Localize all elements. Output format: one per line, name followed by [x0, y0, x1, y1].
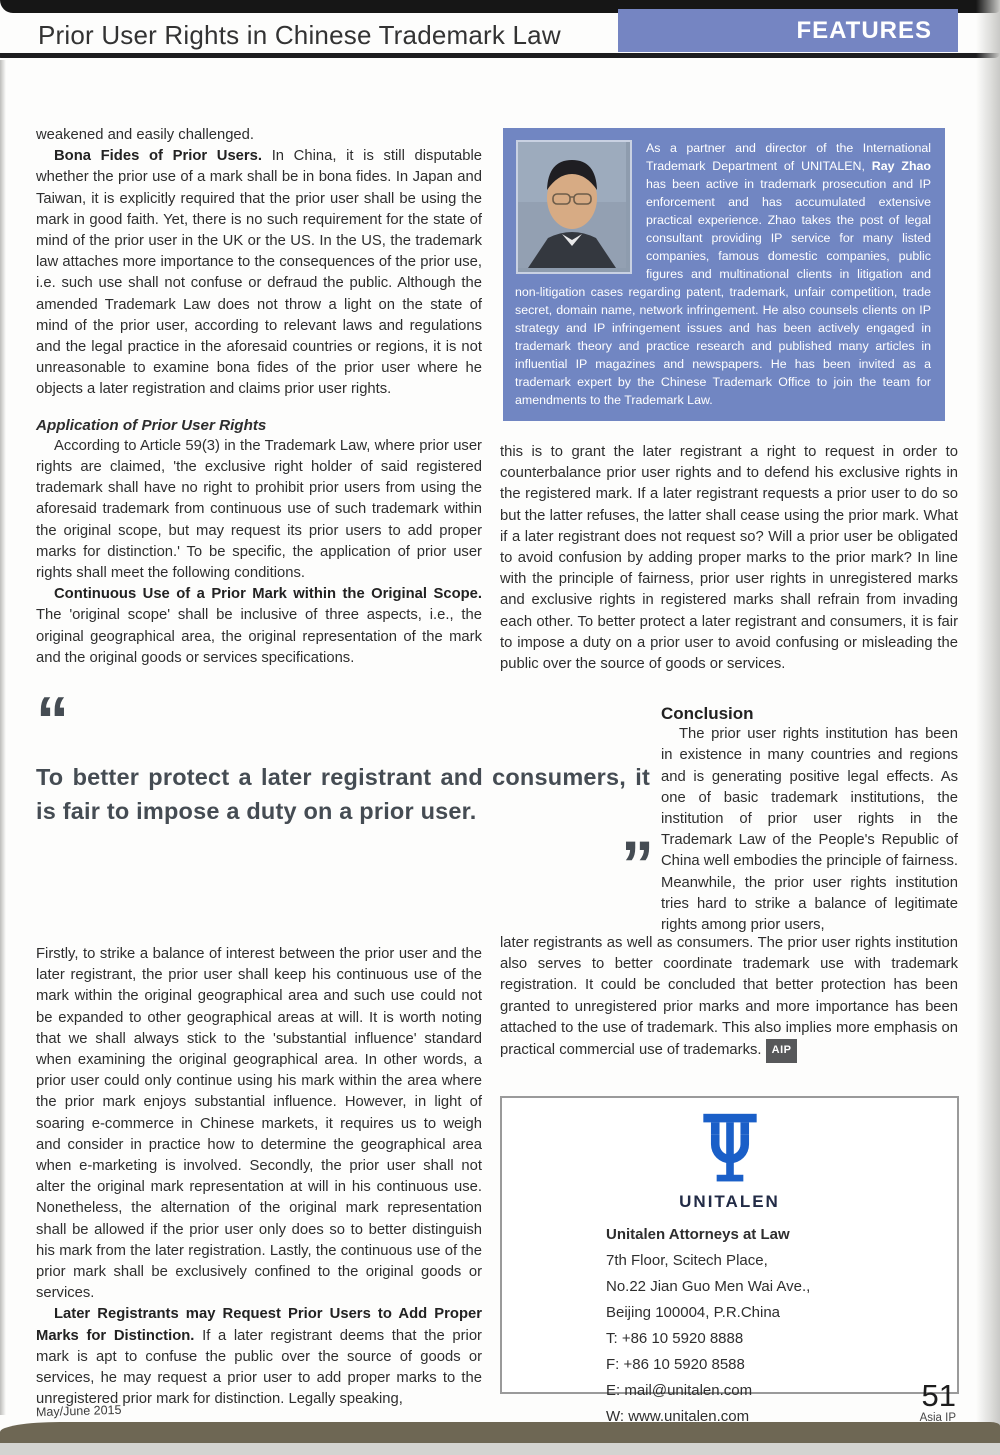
- header-divider-line: [0, 53, 1000, 58]
- author-name: Ray Zhao: [871, 159, 931, 173]
- features-label: FEATURES: [796, 16, 932, 44]
- bio-text-after: has been active in trademark prosecution and IP enforcement and has accumulated extensive practical experience. Zhao takes the post of legal consultant providing IP service for many listed companies, famous domestic companies, public figures and multinational clients in litigation and non-litigation cases regarding patent, trademark, unfair competition, trade secret, domain name, network infringement. He also counsels clients on IP strategy and IP infringement issues and has been actively engaged in trademark theory and practice research and published many articles in influential IP magazines and newspapers. He has been invited as a trademark expert by the Chinese Trademark Office to join the team for amendments to the Trademark Law.: [515, 177, 931, 407]
- bio-text-before: As a partner and director of the International Trademark Department of UNITALEN,: [646, 141, 931, 173]
- author-photo: [516, 140, 632, 274]
- conclusion-section: [661, 703, 958, 936]
- paragraph-continuation: weakened and easily challenged.: [36, 127, 255, 143]
- paragraph-continuous-use: Continuous Use of a Prior Mark within the Original Scope. The 'original scope' shall be inclusive of three aspects, i.e., the original geographical area, the original representation of the mark and the original goods or services specifications.: [36, 586, 482, 666]
- aip-end-badge: AIP: [766, 1039, 798, 1063]
- unitalen-wordmark: UNITALEN: [679, 1192, 780, 1211]
- right-column-top: [500, 442, 958, 675]
- pull-quote-text: To better protect a later registrant and consumers, it is fair to impose a duty on a prior user.: [36, 764, 650, 824]
- paragraph-later-registrants: Later Registrants may Request Prior Users to Add Proper Marks for Distinction. If a later registrant deems that the prior mark is apt to confuse the public over the source of goods or services, he may request a prior user to add proper marks to the unregistered prior mark for distinction. Legally speaking,: [36, 1306, 482, 1408]
- author-bio-box: [503, 128, 945, 421]
- magazine-brand: Asia IP: [919, 1412, 956, 1424]
- paragraph-application: According to Article 59(3) in the Trademark Law, where prior user rights are claimed, 'the exclusive right holder of said registered trademark shall have no right to prohibit prior users from using the aforesaid trademark from continuous use of such trademark within the original scope, but may request its prior users to add proper marks for distinction.' To be specific, the application of prior user rights shall meet the following conditions.: [36, 437, 482, 582]
- left-column-top: [36, 125, 482, 669]
- page-title: Prior User Rights in Chinese Trademark Law: [38, 20, 561, 50]
- conclusion-continuation: [500, 933, 958, 1063]
- paragraph-bona-fides: Bona Fides of Prior Users. In China, it is still disputable whether the prior use of a mark shall be in bona fides. In Japan and Taiwan, it is explicitly required that the prior user shall be using the mark in good faith. Yet, there is no such requirement for the state of mind of the prior user in the UK or the US. In the US, the trademark law attaches more importance to the consequences of the prior use, i.e. such use shall not confuse or defraud the public. Although the amended Trademark Law does not throw a light on the state of mind of the prior user, according to relevant laws and regulations and the legal practice in the aforesaid countries or regions, it is not unreasonable to examine bona fides of the prior user where he objects a later registration and claims prior user rights.: [36, 148, 482, 398]
- bottom-grey-strip: [0, 1443, 1000, 1455]
- later-registrants-lead: Later Registrants may Request Prior Users to Add Proper Marks for Distinction.: [36, 1306, 482, 1344]
- conclusion-paragraph-narrow: The prior user rights institution has been in existence in many countries and regions and is generating positive legal effects. As one of basic trademark institutions, the institution of prior user rights in the Trademark Law of the People's Republic of China well embodies the principle of fairness. Meanwhile, the prior user rights institution tries hard to strike a balance of legitimate rights among prior users,: [661, 726, 958, 934]
- open-quote-icon: “: [36, 683, 65, 757]
- address-line-3: Beijing 100004, P.R.China: [606, 1304, 781, 1321]
- close-quote-icon: ”: [621, 827, 650, 901]
- fax-line: F: +86 10 5920 8588: [606, 1356, 745, 1373]
- features-banner: [618, 9, 958, 52]
- conclusion-paragraph-wide: later registrants as well as consumers. The prior user rights institution also serves to better coordinate trademark use with trademark registration. It could be concluded that better protection has been granted to unregistered prior marks and more importance has been attached to the use of trademark. This also implies more emphasis on practical commercial use of trademarks. AIP: [500, 933, 958, 1063]
- footer-issue-date: May/June 2015: [35, 1402, 122, 1420]
- website-line: W: www.unitalen.com: [606, 1408, 750, 1425]
- author-portrait-icon: [518, 142, 626, 268]
- unitalen-contact-details: [606, 1222, 957, 1430]
- page-number: 51: [921, 1378, 956, 1413]
- address-line-2: No.22 Jian Guo Men Wai Ave.,: [606, 1278, 811, 1295]
- phone-line: T: +86 10 5920 8888: [606, 1330, 744, 1347]
- bona-fides-lead: Bona Fides of Prior Users.: [54, 148, 263, 165]
- conclusion-heading: Conclusion: [661, 704, 754, 723]
- page-right-shadow: [976, 0, 1000, 1455]
- paragraph-firstly: Firstly, to strike a balance of interest between the prior user and the later registrant, the prior user shall keep his continuous use of the mark within the original geographical area and such use could not be expanded to other geographical areas at will. It is worth noting that we shall always stick to the 'substantial influence' standard when examining the original geographical area. In other words, a prior user could only continue using his mark within the area where the prior mark enjoys substantial influence. However, in light of soaring e-commerce in Chinese markets, it requires us to weigh and consider in practice how to determine the geographical area when e-marketing is involved. Secondly, the prior user shall not alter the original mark representation at will in his continuous use. Nonetheless, the alternation of the original mark representation shall be allowed if the prior user only does so to better distinguish his mark from the later registration. Lastly, the continuous use of the prior mark shall be exclusively confined to the original goods or services.: [36, 946, 482, 1302]
- unitalen-logo-icon: [699, 1110, 761, 1190]
- email-line: E: mail@unitalen.com: [606, 1382, 753, 1399]
- firm-name: Unitalen Attorneys at Law: [606, 1226, 790, 1243]
- continuous-use-lead: Continuous Use of a Prior Mark within the Original Scope.: [54, 586, 482, 603]
- left-column-bottom: [36, 944, 482, 1410]
- address-line-1: 7th Floor, Scitech Place,: [606, 1252, 768, 1269]
- page-left-shadow: [0, 60, 6, 1415]
- paragraph-grant-right: this is to grant the later registrant a right to request in order to counterbalance prior user rights and to defend his exclusive rights in the registered mark. If a later registrant requests a prior user to do so but the latter refuses, the latter shall cease using the prior mark. What if a later registrant does not request so? Will a prior user be obligated to avoid confusion by adding proper marks to the prior mark? In line with the principle of fairness, prior user rights in unregistered marks and exclusive rights in registered marks shall refrain from invading each other. To better protect a later registrant and consumers, it is fair to impose a duty on a prior user to avoid confusing or misleading the public over the source of goods or services.: [500, 444, 958, 673]
- pull-quote: [36, 683, 650, 901]
- section-heading-application: Application of Prior User Rights: [36, 416, 267, 434]
